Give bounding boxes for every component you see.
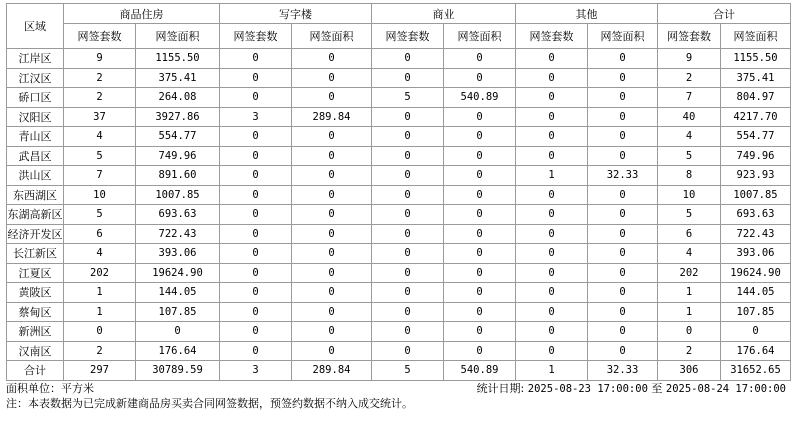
data-cell: 0 [516, 49, 588, 69]
table-row [7, 224, 791, 244]
data-cell: 0 [372, 127, 444, 147]
data-cell: 0 [588, 224, 658, 244]
data-cell: 0 [588, 341, 658, 361]
data-cell: 0 [516, 224, 588, 244]
data-cell: 0 [292, 263, 372, 283]
region-cell: 江汉区 [7, 68, 64, 88]
table-row [7, 244, 791, 264]
data-cell: 2 [64, 68, 136, 88]
table-row [7, 322, 791, 342]
data-cell: 0 [588, 127, 658, 147]
data-cell: 0 [292, 283, 372, 303]
data-cell: 0 [292, 146, 372, 166]
table-row [7, 88, 791, 108]
data-cell: 0 [588, 283, 658, 303]
area-unit-text: 面积单位：平方米 [6, 381, 94, 395]
data-cell: 37 [64, 107, 136, 127]
data-cell: 0 [372, 224, 444, 244]
table-row [7, 68, 791, 88]
data-cell: 0 [444, 322, 516, 342]
stats-start-time: 2025-08-23 17:00:00 [527, 382, 648, 395]
data-cell: 0 [372, 166, 444, 186]
data-cell: 0 [220, 341, 292, 361]
data-cell: 4 [658, 244, 721, 264]
data-cell: 540.89 [444, 88, 516, 108]
data-cell: 923.93 [721, 166, 791, 186]
data-cell: 0 [516, 205, 588, 225]
data-cell: 0 [292, 224, 372, 244]
data-cell: 0 [588, 302, 658, 322]
data-cell: 5 [64, 146, 136, 166]
total-row [7, 361, 791, 381]
group-header-office: 写字楼 [220, 4, 372, 24]
region-cell: 青山区 [7, 127, 64, 147]
table-row [7, 107, 791, 127]
region-header: 区域 [7, 4, 64, 49]
data-cell: 1 [516, 166, 588, 186]
data-cell: 2 [658, 68, 721, 88]
area-header: 网签面积 [444, 24, 516, 49]
data-cell: 0 [372, 322, 444, 342]
table-row [7, 341, 791, 361]
count-header: 网签套数 [372, 24, 444, 49]
data-cell: 7 [64, 166, 136, 186]
data-cell: 176.64 [721, 341, 791, 361]
data-cell: 0 [516, 263, 588, 283]
data-cell: 0 [588, 322, 658, 342]
data-cell: 722.43 [136, 224, 220, 244]
data-cell: 393.06 [721, 244, 791, 264]
data-cell: 0 [588, 49, 658, 69]
data-cell: 202 [64, 263, 136, 283]
data-cell: 289.84 [292, 107, 372, 127]
header-group-row [7, 4, 791, 24]
data-cell: 0 [372, 107, 444, 127]
data-cell: 19624.90 [721, 263, 791, 283]
data-cell: 0 [372, 146, 444, 166]
data-cell: 0 [292, 49, 372, 69]
data-cell: 0 [220, 127, 292, 147]
data-cell: 1 [658, 302, 721, 322]
data-cell: 0 [220, 185, 292, 205]
data-cell: 0 [516, 88, 588, 108]
data-cell: 32.33 [588, 166, 658, 186]
data-cell: 0 [372, 244, 444, 264]
data-cell: 375.41 [721, 68, 791, 88]
region-cell: 汉南区 [7, 341, 64, 361]
region-cell: 江夏区 [7, 263, 64, 283]
data-cell: 0 [444, 146, 516, 166]
table-row [7, 185, 791, 205]
data-cell: 0 [588, 244, 658, 264]
data-cell: 4 [64, 127, 136, 147]
data-cell: 0 [64, 322, 136, 342]
data-cell: 0 [292, 322, 372, 342]
data-cell: 693.63 [721, 205, 791, 225]
data-cell: 0 [516, 322, 588, 342]
data-cell: 0 [292, 205, 372, 225]
group-header-commercial: 商业 [372, 4, 516, 24]
data-cell: 0 [220, 283, 292, 303]
data-cell: 19624.90 [136, 263, 220, 283]
data-cell: 0 [444, 224, 516, 244]
count-header: 网签套数 [220, 24, 292, 49]
total-cell: 297 [64, 361, 136, 381]
data-cell: 0 [372, 68, 444, 88]
total-cell: 289.84 [292, 361, 372, 381]
data-cell: 1155.50 [136, 49, 220, 69]
table-body [7, 49, 791, 361]
data-cell: 0 [444, 166, 516, 186]
data-cell: 0 [588, 146, 658, 166]
sales-report [6, 3, 796, 410]
data-cell: 2 [658, 341, 721, 361]
data-cell: 40 [658, 107, 721, 127]
data-cell: 0 [292, 88, 372, 108]
area-header: 网签面积 [292, 24, 372, 49]
data-cell: 0 [516, 185, 588, 205]
data-cell: 2 [64, 88, 136, 108]
data-cell: 693.63 [136, 205, 220, 225]
data-cell: 2 [64, 341, 136, 361]
data-cell: 6 [64, 224, 136, 244]
data-cell: 0 [588, 107, 658, 127]
data-cell: 0 [136, 322, 220, 342]
total-cell: 32.33 [588, 361, 658, 381]
data-cell: 8 [658, 166, 721, 186]
data-cell: 0 [444, 244, 516, 264]
data-cell: 5 [658, 205, 721, 225]
area-header: 网签面积 [588, 24, 658, 49]
table-row [7, 127, 791, 147]
data-cell: 0 [516, 302, 588, 322]
group-header-total: 合计 [658, 4, 791, 24]
data-cell: 0 [372, 205, 444, 225]
table-row [7, 49, 791, 69]
data-cell: 107.85 [136, 302, 220, 322]
area-header: 网签面积 [721, 24, 791, 49]
total-cell: 1 [516, 361, 588, 381]
region-cell: 武昌区 [7, 146, 64, 166]
data-cell: 5 [64, 205, 136, 225]
data-cell: 1 [64, 302, 136, 322]
data-cell: 3 [220, 107, 292, 127]
data-cell: 0 [220, 68, 292, 88]
total-cell: 306 [658, 361, 721, 381]
data-cell: 0 [588, 205, 658, 225]
data-cell: 3927.86 [136, 107, 220, 127]
data-cell: 0 [444, 185, 516, 205]
data-cell: 0 [372, 283, 444, 303]
region-cell: 经济开发区 [7, 224, 64, 244]
data-cell: 0 [220, 302, 292, 322]
region-cell: 汉阳区 [7, 107, 64, 127]
total-cell: 540.89 [444, 361, 516, 381]
total-cell: 5 [372, 361, 444, 381]
total-cell: 31652.65 [721, 361, 791, 381]
region-cell: 江岸区 [7, 49, 64, 69]
region-cell: 东湖高新区 [7, 205, 64, 225]
data-cell: 0 [220, 224, 292, 244]
data-cell: 264.08 [136, 88, 220, 108]
footnote: 注：本表数据为已完成新建商品房买卖合同网签数据，预签约数据不纳入成交统计。 [6, 396, 413, 410]
total-cell: 3 [220, 361, 292, 381]
data-cell: 0 [292, 68, 372, 88]
total-cell: 30789.59 [136, 361, 220, 381]
region-cell: 东西湖区 [7, 185, 64, 205]
data-cell: 176.64 [136, 341, 220, 361]
data-cell: 0 [588, 88, 658, 108]
group-header-other: 其他 [516, 4, 658, 24]
data-cell: 0 [292, 341, 372, 361]
stats-period [477, 381, 786, 397]
data-cell: 0 [220, 205, 292, 225]
data-cell: 0 [292, 166, 372, 186]
data-cell: 0 [292, 185, 372, 205]
data-cell: 0 [516, 341, 588, 361]
data-cell: 10 [658, 185, 721, 205]
table-row [7, 205, 791, 225]
data-cell: 1007.85 [721, 185, 791, 205]
data-cell: 0 [372, 341, 444, 361]
data-cell: 4 [658, 127, 721, 147]
data-cell: 0 [220, 263, 292, 283]
data-cell: 9 [658, 49, 721, 69]
data-cell: 0 [220, 166, 292, 186]
data-cell: 0 [516, 127, 588, 147]
data-cell: 749.96 [721, 146, 791, 166]
data-cell: 9 [64, 49, 136, 69]
data-cell: 393.06 [136, 244, 220, 264]
data-cell: 375.41 [136, 68, 220, 88]
data-cell: 554.77 [136, 127, 220, 147]
data-cell: 0 [444, 49, 516, 69]
stats-to-text: 至 [651, 381, 663, 395]
data-cell: 804.97 [721, 88, 791, 108]
data-cell: 0 [516, 283, 588, 303]
data-cell: 1007.85 [136, 185, 220, 205]
data-cell: 891.60 [136, 166, 220, 186]
data-cell: 0 [220, 88, 292, 108]
data-cell: 0 [444, 341, 516, 361]
data-cell: 0 [516, 146, 588, 166]
stats-label: 统计日期: [476, 381, 525, 395]
data-cell: 144.05 [136, 283, 220, 303]
data-cell: 0 [444, 107, 516, 127]
data-cell: 0 [588, 68, 658, 88]
table-row [7, 166, 791, 186]
data-cell: 749.96 [136, 146, 220, 166]
data-cell: 7 [658, 88, 721, 108]
data-cell: 0 [220, 322, 292, 342]
table-row [7, 146, 791, 166]
stats-end-time: 2025-08-24 17:00:00 [665, 382, 786, 395]
data-cell: 10 [64, 185, 136, 205]
data-cell: 0 [516, 68, 588, 88]
data-cell: 202 [658, 263, 721, 283]
region-cell: 黄陂区 [7, 283, 64, 303]
data-cell: 0 [292, 302, 372, 322]
data-cell: 1 [658, 283, 721, 303]
count-header: 网签套数 [658, 24, 721, 49]
data-cell: 4 [64, 244, 136, 264]
data-cell: 0 [372, 185, 444, 205]
data-cell: 0 [220, 146, 292, 166]
data-cell: 0 [444, 283, 516, 303]
total-label: 合计 [7, 361, 64, 381]
data-cell: 0 [444, 127, 516, 147]
data-cell: 554.77 [721, 127, 791, 147]
data-cell: 144.05 [721, 283, 791, 303]
region-cell: 硚口区 [7, 88, 64, 108]
data-cell: 6 [658, 224, 721, 244]
data-cell: 5 [372, 88, 444, 108]
data-cell: 0 [444, 68, 516, 88]
group-header-residential: 商品住房 [64, 4, 220, 24]
data-cell: 0 [220, 244, 292, 264]
data-cell: 0 [372, 263, 444, 283]
data-cell: 0 [444, 302, 516, 322]
data-cell: 1 [64, 283, 136, 303]
data-cell: 0 [516, 244, 588, 264]
data-cell: 0 [444, 205, 516, 225]
data-cell: 0 [588, 263, 658, 283]
region-cell: 洪山区 [7, 166, 64, 186]
area-header: 网签面积 [136, 24, 220, 49]
region-cell: 蔡甸区 [7, 302, 64, 322]
data-cell: 0 [292, 127, 372, 147]
data-cell: 722.43 [721, 224, 791, 244]
header-sub-row [7, 24, 791, 49]
data-cell: 0 [220, 49, 292, 69]
data-cell: 0 [588, 185, 658, 205]
data-cell: 107.85 [721, 302, 791, 322]
region-cell: 长江新区 [7, 244, 64, 264]
data-cell: 0 [516, 107, 588, 127]
region-cell: 新洲区 [7, 322, 64, 342]
table-row [7, 263, 791, 283]
count-header: 网签套数 [64, 24, 136, 49]
data-cell: 5 [658, 146, 721, 166]
table-row [7, 283, 791, 303]
data-cell: 0 [372, 302, 444, 322]
data-cell: 0 [721, 322, 791, 342]
sales-table [6, 3, 791, 381]
data-cell: 4217.70 [721, 107, 791, 127]
data-cell: 0 [372, 49, 444, 69]
count-header: 网签套数 [516, 24, 588, 49]
data-cell: 1155.50 [721, 49, 791, 69]
table-row [7, 302, 791, 322]
data-cell: 0 [292, 244, 372, 264]
data-cell: 0 [658, 322, 721, 342]
data-cell: 0 [444, 263, 516, 283]
